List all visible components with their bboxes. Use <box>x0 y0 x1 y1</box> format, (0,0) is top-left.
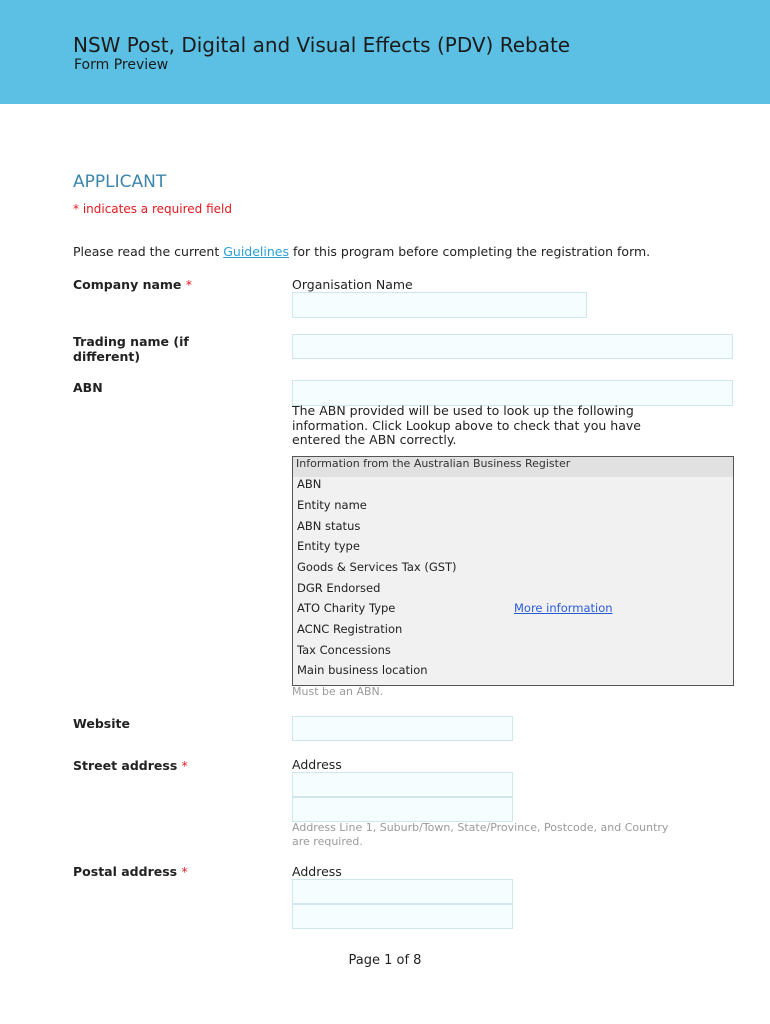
organisation-name-subhead: Organisation Name <box>292 277 413 292</box>
abr-row-acnc-registration: ACNC Registration <box>297 622 403 636</box>
abr-row-entity-name: Entity name <box>297 498 367 512</box>
abr-row-main-business-location: Main business location <box>297 663 428 677</box>
abr-row-ato-charity-type: ATO Charity Type <box>297 601 396 615</box>
intro-text <box>73 244 650 259</box>
form-title: NSW Post, Digital and Visual Effects (PDV) Rebate <box>73 33 571 57</box>
abn-lookup-note: The ABN provided will be used to look up the following information. Click Lookup above to check that you have entered the ABN correctly. <box>292 403 641 447</box>
postal-address-subhead: Address <box>292 864 342 879</box>
company-name-label <box>73 277 273 292</box>
street-address-hint: Address Line 1, Suburb/Town, State/Province, Postcode, and Country are required. <box>292 821 669 848</box>
abr-row-abn: ABN <box>297 477 322 491</box>
trading-name-input[interactable] <box>292 334 733 359</box>
section-title: APPLICANT <box>73 172 167 192</box>
intro-text-before: Please read the current <box>73 244 224 259</box>
postal-address-line-2-input[interactable] <box>292 904 513 929</box>
website-label: Website <box>73 716 130 731</box>
street-address-line-1-input[interactable] <box>292 772 513 797</box>
abn-label: ABN <box>73 380 103 395</box>
abr-row-gst: Goods & Services Tax (GST) <box>297 560 457 574</box>
street-address-label <box>73 758 273 773</box>
required-marker: * <box>181 864 188 879</box>
abr-info-panel <box>292 456 734 686</box>
postal-address-label <box>73 864 273 879</box>
required-field-note: * indicates a required field <box>73 202 232 216</box>
required-marker: * <box>181 758 188 773</box>
abr-panel-heading: Information from the Australian Business Register <box>293 457 733 477</box>
street-address-line-2-input[interactable] <box>292 797 513 822</box>
postal-address-label-text: Postal address <box>73 864 178 879</box>
intro-text-after: for this program before completing the registration form. <box>289 244 651 259</box>
postal-address-line-1-input[interactable] <box>292 879 513 904</box>
abn-hint: Must be an ABN. <box>292 685 384 698</box>
abr-row-dgr-endorsed: DGR Endorsed <box>297 581 381 595</box>
required-marker: * <box>185 277 193 292</box>
street-address-label-text: Street address <box>73 758 178 773</box>
abr-row-abn-status: ABN status <box>297 519 361 533</box>
header-banner <box>0 0 770 104</box>
website-input[interactable] <box>292 716 513 741</box>
form-subtitle: Form Preview <box>74 57 169 73</box>
company-name-label-text: Company name <box>73 277 182 292</box>
company-name-input[interactable] <box>292 292 587 318</box>
more-information-link[interactable]: More information <box>514 601 613 615</box>
abr-row-entity-type: Entity type <box>297 539 360 553</box>
guidelines-link[interactable]: Guidelines <box>223 244 289 259</box>
trading-name-label: Trading name (if different) <box>73 334 189 364</box>
street-address-subhead: Address <box>292 757 342 772</box>
page-number: Page 1 of 8 <box>348 953 422 968</box>
abr-row-tax-concessions: Tax Concessions <box>297 643 391 657</box>
